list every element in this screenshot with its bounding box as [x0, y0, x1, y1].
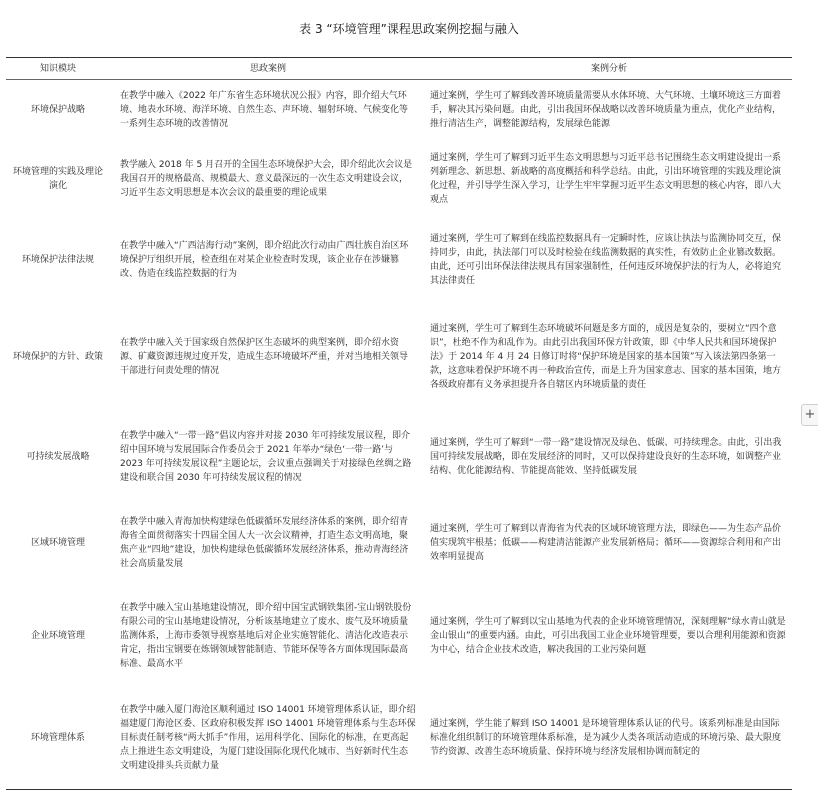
module-cell: 环境保护战略: [30, 105, 85, 115]
module-cell: 环境管理的实践及理论演化: [12, 167, 103, 191]
analysis-cell: 通过案例，学生可了解到以宝山基地为代表的企业环境管理情况，深刻理解“绿水青山就是金山银山”的重要内涵。由此，可引出我国工业企业环境管理要，要以合理利用能源和资源为中心，结合企业技术改造，解决我国的工业污染问题: [430, 617, 786, 655]
table-row: [6, 585, 792, 687]
case-cell: 在教学中融入宝山基地建设情况，即介绍中国宝武钢铁集团-宝山钢铁股份有限公司的宝山基地建设情况，分析该基地建立了废水、废气及环境质量监测体系，上海市委领导视察基地后对企业实施智能化、清洁化改造表示肯定，指出宝钢要在炼钢领域智能制造、节能环保等各方面体现国际最高标准、最高水平: [120, 603, 412, 669]
case-cell: 在教学中融入“一带一路”倡议内容并对接 2030 年可持续发展议程，即介绍中国环境与发展国际合作委员会于 2021 年举办“绿色‘一带一路’与 2023 年可持续发展议程”主题论坛，会议重点强调关于对接绿色丝绸之路建设和联合国 2030 年可持续发展议程的情况: [120, 431, 412, 483]
module-cell: 区域环境管理: [30, 538, 85, 548]
analysis-cell: 通过案例，学生能了解到 ISO 14001 是环境管理体系认证的代号。该系列标准是由国际标准化组织制订的环境管理体系标准，是为减少人类各项活动造成的环境污染、最大限度节约资源、改善生态环境质量、保持环境与经济发展相协调而制定的: [430, 719, 782, 757]
table-row: [6, 413, 792, 501]
module-cell: 环境保护的方针、政策: [12, 352, 103, 362]
table-caption: 表 3 “环境管理”课程思政案例挖掘与融入: [299, 22, 519, 36]
table-row: [6, 301, 792, 413]
module-cell: 可持续发展战略: [26, 452, 90, 462]
case-cell: 在教学中融入“广西洁海行动”案例，即介绍此次行动由广西壮族自治区环境保护厅组织开展，检查组在对某企业检查时发现，该企业存在涉嫌篡改、伪造在线监控数据的行为: [120, 240, 409, 279]
analysis-cell: 通过案例，学生可了解到以青海省为代表的区域环境管理方法，即绿色——为生态产品价值实现筑牢根基；低碳——构建清洁能源产业发展新格局；循环——资源综合利用和产出效率明显提高: [430, 524, 782, 562]
module-cell: 环境管理体系: [30, 733, 85, 743]
case-cell: 教学融入 2018 年 5 月召开的全国生态环境保护大会，即介绍此次会议是我国召开的规格最高、规模最大、意义最深远的一次生态文明建设会议，习近平生态文明思想是本次会议的最重要的理论成果: [120, 160, 413, 198]
table-header: [6, 58, 792, 80]
table-row: [6, 501, 792, 585]
table-row: [6, 80, 792, 140]
header-case: 思政案例: [249, 63, 286, 74]
case-table: [6, 57, 792, 790]
analysis-cell: 通过案例，学生可了解到在线监控数据具有一定瞬时性，应该让执法与监测协同交互，保持同步，由此，执法部门可以及时检验在线监测数据的真实性，有效防止企业篡改数据。由此，还可引出环保法律法规具有国家强制性，任何违反环境保护法的行为人，必将追究其法律责任: [430, 233, 782, 286]
analysis-cell: 通过案例，学生可了解到生态环境破坏问题是多方面的，成因是复杂的，要树立“四个意识”，杜绝不作为和乱作为。由此引出我国环保方针政策，即《中华人民共和国环境保护法》于 2014 年 4 月 24 日修订时将“保护环境是国家的基本国策”写入该法第四条第一款，这意味着保护环境不再一种政治宣传，而是上升为国家意志、国家的基本国策，地方各级政府都有义务承担提升各自辖区内环境质量的责任: [430, 324, 782, 390]
table-row: [6, 140, 792, 218]
analysis-cell: 通过案例，学生可了解到“一带一路”建设情况及绿色、低碳、可持续理念。由此，引出我国可持续发展战略，即在发展经济的同时，又可以保持建设良好的生态环境，如调整产业结构、优化能源结构、节能提高能效、坚持低碳发展: [430, 438, 782, 476]
header-module: 知识模块: [39, 63, 76, 74]
module-cell: 企业环境管理: [30, 631, 85, 641]
analysis-cell: 通过案例，学生可了解到改善环境质量需要从水体环境、大气环境、土壤环境这三方面着手，解决其污染问题。由此，引出我国环保战略以改善环境质量为重点，优化产业结构，推行清洁生产，调整能源结构，发展绿色能源: [430, 91, 782, 129]
module-cell: 环境保护法律法规: [21, 254, 94, 265]
case-cell: 在教学中融入厦门海沧区顺利通过 ISO 14001 环境管理体系认证，即介绍福建厦门海沧区委、区政府积极发挥 ISO 14001 环境管理体系与生态环保目标责任制考核“两大抓手”作用，运用科学化、国际化的标准，在更高起点上推进生态文明建设，为厦门建设国际化现代化城市、当好新时代生态文明建设排头兵贡献力量: [120, 705, 416, 771]
side-expand-button[interactable]: +: [801, 404, 818, 426]
table-row: [6, 687, 792, 789]
case-cell: 在教学中融入《2022 年广东省生态环境状况公报》内容，即介绍大气环境、地表水环境、海洋环境、自然生态、声环境、辐射环境、气候变化等一系列生态环境的改善情况: [120, 91, 409, 129]
header-analysis: 案例分析: [590, 63, 627, 74]
case-cell: 在教学中融入关于国家级自然保护区生态破坏的典型案例，即介绍水资源、矿藏资源违规过度开发，造成生态环境破坏严重，并对当地相关领导干部进行问责处理的情况: [120, 338, 409, 376]
table-row: [6, 218, 792, 301]
case-cell: 在教学中融入青海加快构建绿色低碳循环发展经济体系的案例，即介绍青海省全面贯彻落实十四届全国人大一次会议精神，打造生态文明高地，聚焦产业“四地”建设，加快构建绿色低碳循环发展经济体系，推动青海经济社会高质量发展: [120, 517, 409, 569]
analysis-cell: 通过案例，学生可了解到习近平生态文明思想与习近平总书记围绕生态文明建设提出一系列新理念、新思想、新战略的高度概括和科学总结。由此，引出环境管理的实践及理论演化过程，并引导学生深入学习，让学生牢牢掌握习近平生态文明思想的核心内容，即八大观点: [430, 153, 782, 205]
